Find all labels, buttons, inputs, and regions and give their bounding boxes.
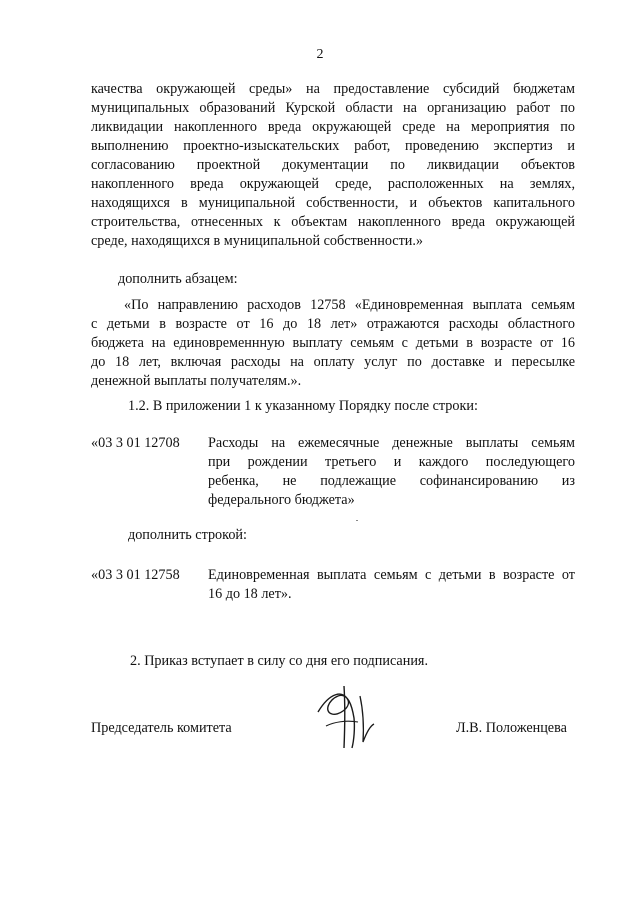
paragraph-line: до 18 лет, включая расходы на оплату услуг по доставке и пересылке xyxy=(91,354,575,370)
paragraph-line: находящихся в муниципальной собственности, и объектов капитального xyxy=(91,195,575,211)
signatory-position: Председатель комитета xyxy=(91,720,232,736)
row-code: «03 3 01 12708 xyxy=(91,435,180,451)
paragraph-line: среде, находящихся в муниципальной собственности.» xyxy=(91,233,424,249)
row-description xyxy=(208,434,575,510)
item-2: 2. Приказ вступает в силу со дня его подписания. xyxy=(130,653,428,669)
row-description-line: Единовременная выплата семьям с детьми в возрасте от xyxy=(208,567,575,583)
handwritten-signature xyxy=(308,682,378,757)
paragraph-line: «По направлению расходов 12758 «Единовременная выплата семьям xyxy=(124,297,575,313)
item-1-2: 1.2. В приложении 1 к указанному Порядку после строки: xyxy=(128,398,478,414)
row-description-line: ребенка, не подлежащие софинансированию из xyxy=(208,473,575,489)
paragraph-line: строительства, отнесенных к объектам накопленного вреда окружающей xyxy=(91,214,575,230)
paragraph-line: муниципальных образований Курской области на организацию работ по xyxy=(91,100,575,116)
row-description-line: 16 до 18 лет». xyxy=(208,586,292,602)
row-code: «03 3 01 12758 xyxy=(91,567,180,583)
row-description xyxy=(208,566,575,604)
add-paragraph-label: дополнить абзацем: xyxy=(118,271,238,287)
row-description-line: при рождении третьего и каждого последующего xyxy=(208,454,575,470)
paragraph-line: денежной выплаты получателям.». xyxy=(91,373,302,389)
paragraph-line: бюджета на единовременнную выплату семьям с детьми в возрасте от 16 xyxy=(91,335,575,351)
page-number: 2 xyxy=(316,47,324,62)
row-description-line: Расходы на ежемесячные денежные выплаты семьям xyxy=(208,435,575,451)
signatory-name: Л.В. Положенцева xyxy=(456,720,567,736)
add-row-label: дополнить строкой: xyxy=(128,527,247,543)
paragraph-line: ликвидации накопленного вреда окружающей среде на мероприятия по xyxy=(91,119,575,135)
paragraph-line: выполнению проектно-изыскательских работ, проведению экспертиз и xyxy=(91,138,575,154)
paragraph-line: качества окружающей среды» на предоставление субсидий бюджетам xyxy=(91,81,575,97)
scan-speck xyxy=(356,520,358,521)
paragraph-line: с детьми в возрасте от 16 до 18 лет» отражаются расходы областного xyxy=(91,316,575,332)
paragraph-line: согласованию проектной документации по ликвидации объектов xyxy=(91,157,575,173)
row-description-line: федерального бюджета» xyxy=(208,492,355,508)
paragraph-line: накопленного вреда окружающей среде, расположенных на землях, xyxy=(91,176,575,192)
